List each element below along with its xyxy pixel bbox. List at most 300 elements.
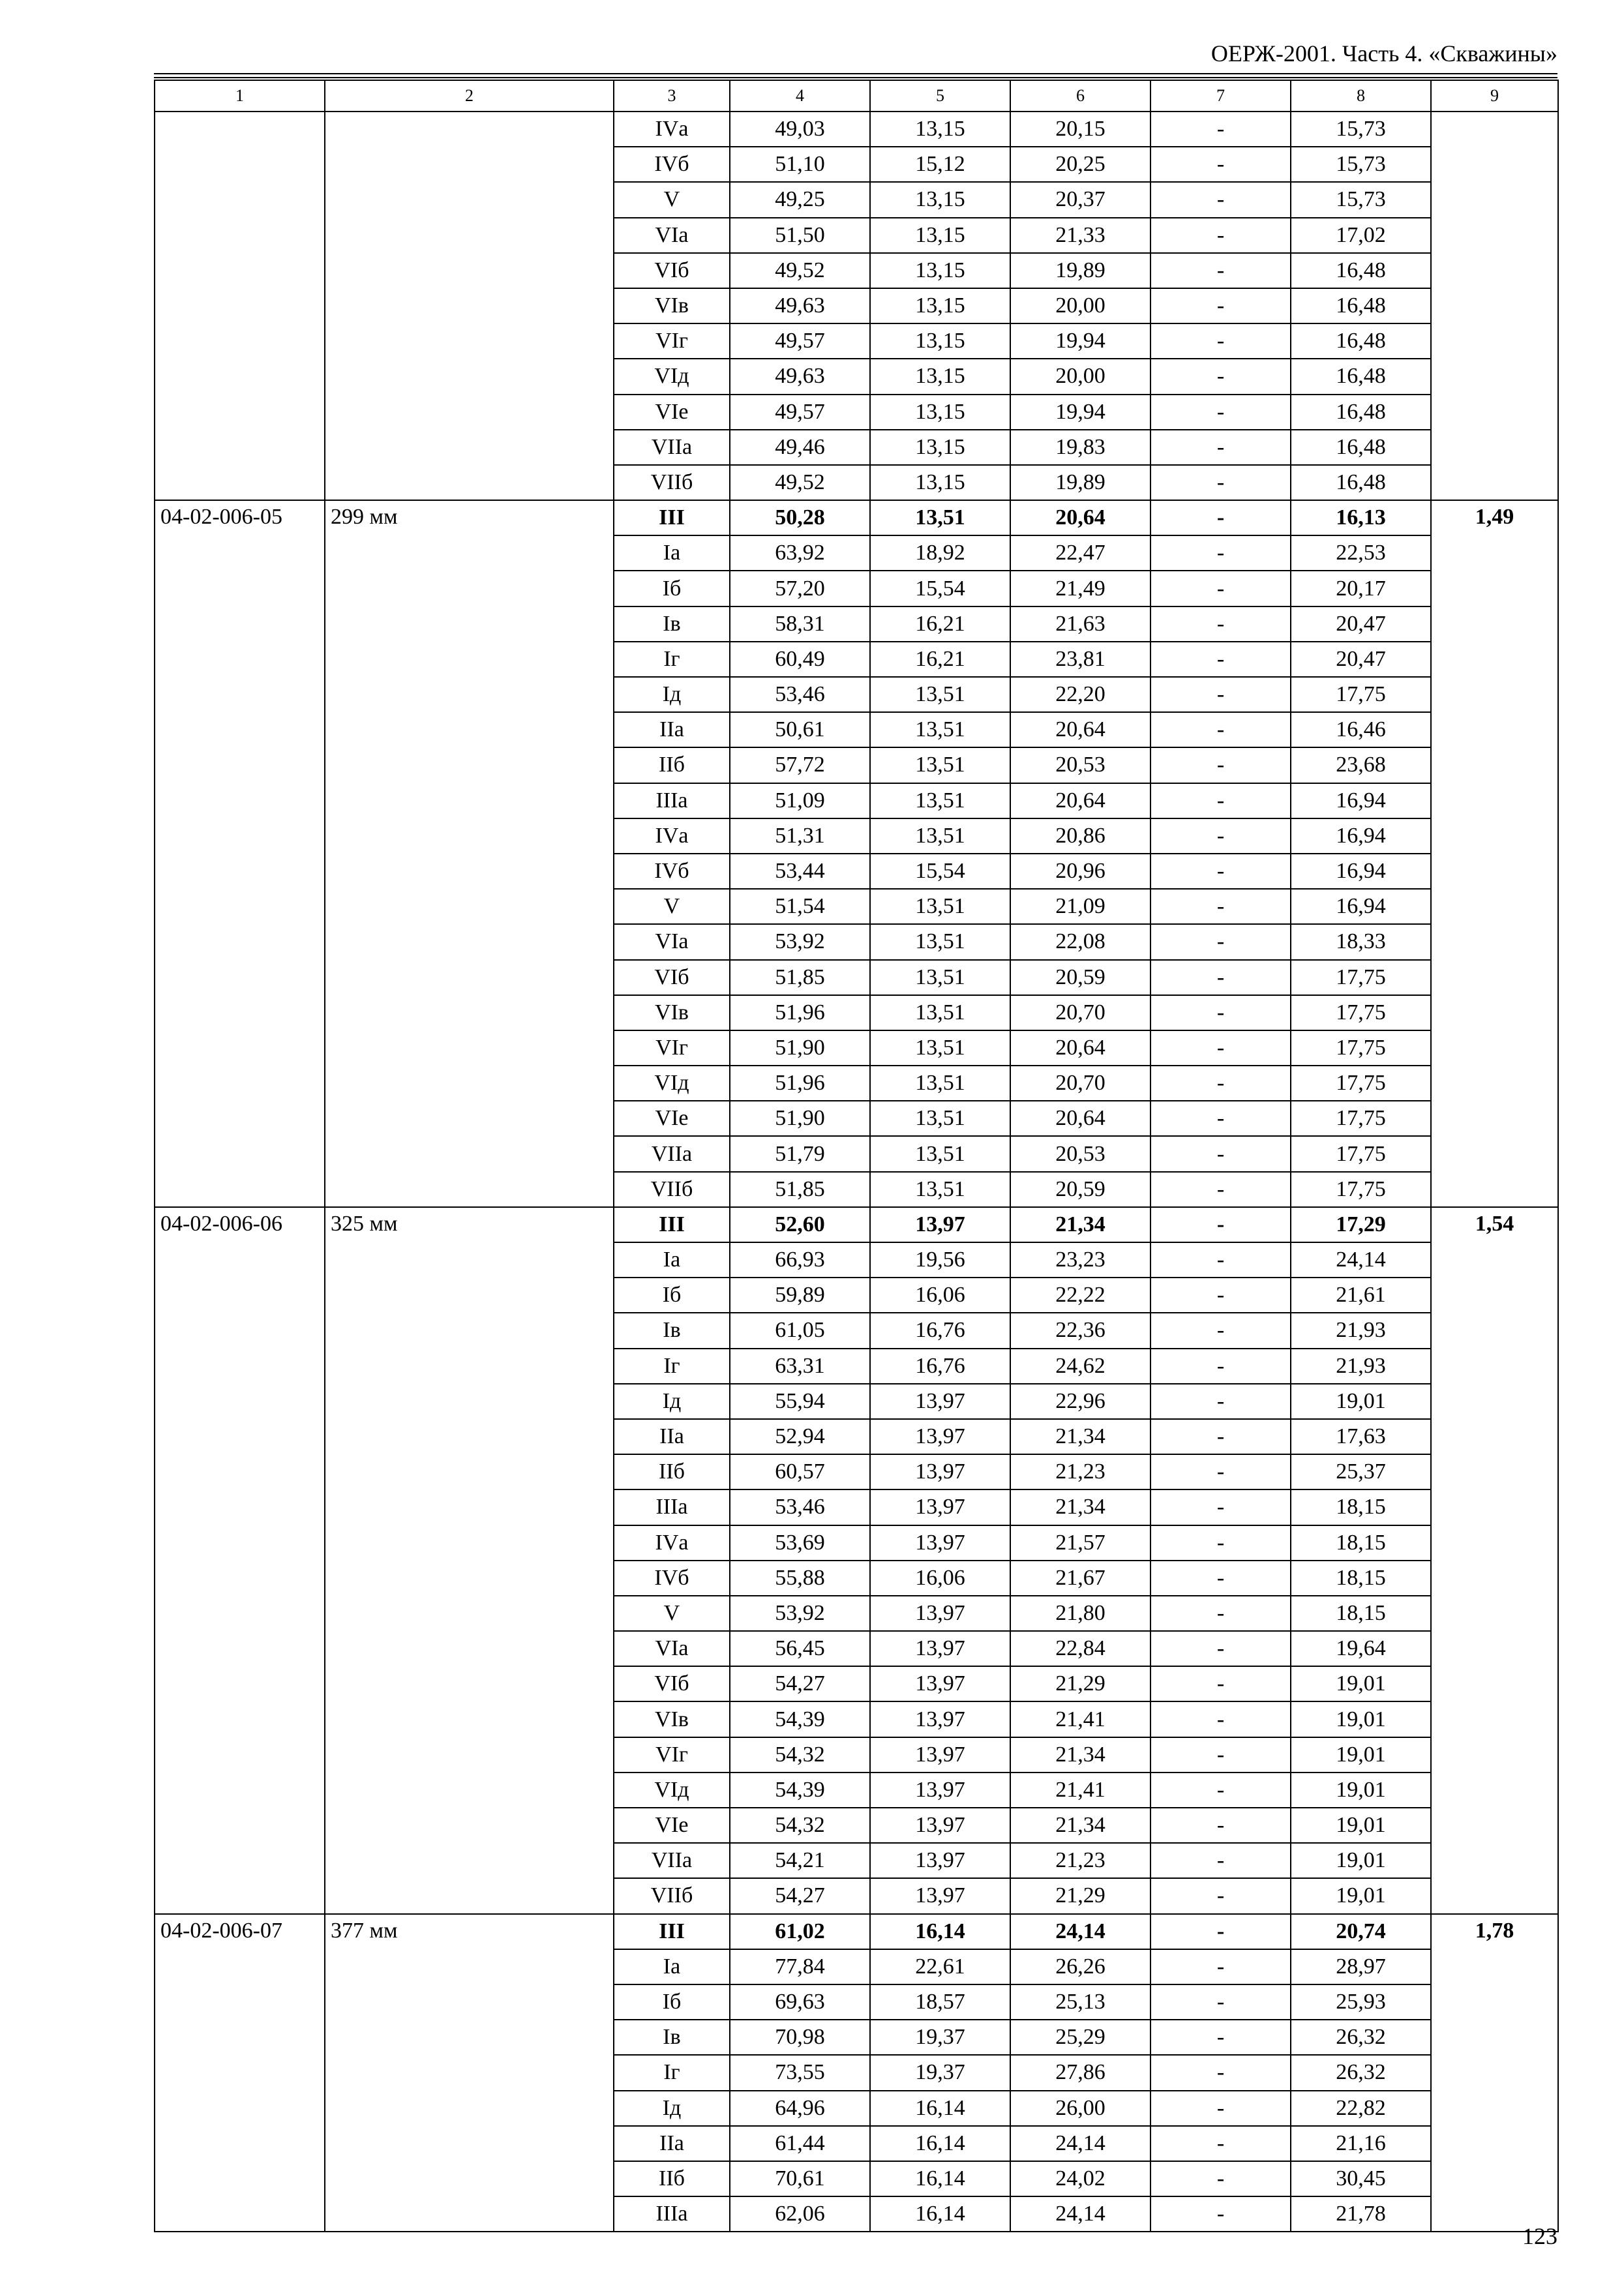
category-cell: Iд xyxy=(614,677,730,712)
column-header: 3 xyxy=(614,80,730,112)
category-cell: IIIа xyxy=(614,783,730,818)
value-cell: 13,97 xyxy=(870,1773,1010,1808)
category-cell: VIIа xyxy=(614,1136,730,1171)
value-cell: 21,61 xyxy=(1291,1278,1431,1313)
value-cell: 24,14 xyxy=(1010,2196,1150,2232)
column-number-row xyxy=(155,80,1558,112)
value-cell: - xyxy=(1150,2161,1291,2196)
value-cell: 19,64 xyxy=(1291,1631,1431,1666)
value-cell: 62,06 xyxy=(730,2196,870,2232)
value-cell: 21,93 xyxy=(1291,1313,1431,1348)
value-cell: 24,62 xyxy=(1010,1349,1150,1384)
category-cell: VIд xyxy=(614,1066,730,1101)
value-cell: 22,84 xyxy=(1010,1631,1150,1666)
column-header: 4 xyxy=(730,80,870,112)
value-cell: 20,15 xyxy=(1010,112,1150,147)
value-cell: 54,27 xyxy=(730,1666,870,1701)
category-cell: IIб xyxy=(614,747,730,783)
header-rule xyxy=(154,77,1557,78)
value-cell: - xyxy=(1150,2020,1291,2055)
value-cell: 16,76 xyxy=(870,1349,1010,1384)
category-cell: III xyxy=(614,1207,730,1242)
value-cell: 20,00 xyxy=(1010,288,1150,323)
value-cell: 13,51 xyxy=(870,712,1010,747)
value-cell: 50,61 xyxy=(730,712,870,747)
value-cell: 13,51 xyxy=(870,500,1010,535)
value-cell: - xyxy=(1150,535,1291,571)
value-cell: 51,50 xyxy=(730,218,870,253)
category-cell: Iв xyxy=(614,606,730,642)
value-cell: 15,12 xyxy=(870,147,1010,182)
value-cell: 77,84 xyxy=(730,1949,870,1984)
value-cell: 51,90 xyxy=(730,1030,870,1066)
value-cell: 20,37 xyxy=(1010,182,1150,217)
value-cell: - xyxy=(1150,1808,1291,1843)
value-cell: 13,51 xyxy=(870,1136,1010,1171)
category-cell: Iд xyxy=(614,1384,730,1419)
value-cell: 16,94 xyxy=(1291,854,1431,889)
value-cell: - xyxy=(1150,1666,1291,1701)
value-cell: 20,53 xyxy=(1010,747,1150,783)
value-cell: 51,96 xyxy=(730,995,870,1030)
category-cell: VIа xyxy=(614,924,730,959)
value-cell: 22,96 xyxy=(1010,1384,1150,1419)
value-cell: 15,73 xyxy=(1291,182,1431,217)
value-cell: 22,08 xyxy=(1010,924,1150,959)
value-cell: - xyxy=(1150,465,1291,500)
value-cell: 19,01 xyxy=(1291,1808,1431,1843)
value-cell: 51,09 xyxy=(730,783,870,818)
category-cell: VIIб xyxy=(614,1172,730,1207)
value-cell: 52,60 xyxy=(730,1207,870,1242)
value-cell: 19,89 xyxy=(1010,253,1150,288)
value-cell: - xyxy=(1150,1596,1291,1631)
value-cell: - xyxy=(1150,2196,1291,2232)
value-cell: 19,01 xyxy=(1291,1773,1431,1808)
value-cell: 19,01 xyxy=(1291,1737,1431,1773)
value-cell: 70,98 xyxy=(730,2020,870,2055)
value-cell: 20,64 xyxy=(1010,1101,1150,1136)
category-cell: VIв xyxy=(614,995,730,1030)
value-cell: 20,25 xyxy=(1010,147,1150,182)
category-cell: VIе xyxy=(614,1101,730,1136)
value-cell: - xyxy=(1150,677,1291,712)
value-cell: 51,90 xyxy=(730,1101,870,1136)
category-cell: Iг xyxy=(614,1349,730,1384)
value-cell: - xyxy=(1150,253,1291,288)
value-cell: 13,51 xyxy=(870,1172,1010,1207)
category-cell: Iа xyxy=(614,1242,730,1278)
value-cell: 20,47 xyxy=(1291,606,1431,642)
value-cell: - xyxy=(1150,395,1291,430)
value-cell: 18,57 xyxy=(870,1984,1010,2020)
value-cell: - xyxy=(1150,571,1291,606)
category-cell: IIб xyxy=(614,2161,730,2196)
value-cell: 13,15 xyxy=(870,323,1010,359)
value-cell: 21,34 xyxy=(1010,1207,1150,1242)
category-cell: VIб xyxy=(614,253,730,288)
value-cell: - xyxy=(1150,818,1291,854)
value-cell: - xyxy=(1150,359,1291,394)
value-cell: 51,31 xyxy=(730,818,870,854)
value-cell: 63,92 xyxy=(730,535,870,571)
category-cell: Iб xyxy=(614,571,730,606)
value-cell: 13,51 xyxy=(870,818,1010,854)
category-cell: VIIб xyxy=(614,1878,730,1913)
value-cell: 52,94 xyxy=(730,1419,870,1454)
category-cell: V xyxy=(614,1596,730,1631)
value-cell: 13,15 xyxy=(870,395,1010,430)
value-cell: 49,63 xyxy=(730,359,870,394)
value-cell: 16,48 xyxy=(1291,323,1431,359)
value-cell: 16,94 xyxy=(1291,889,1431,924)
value-cell: 54,39 xyxy=(730,1773,870,1808)
value-cell: - xyxy=(1150,2055,1291,2090)
value-cell: 55,94 xyxy=(730,1384,870,1419)
value-cell: 21,34 xyxy=(1010,1737,1150,1773)
value-cell: - xyxy=(1150,1773,1291,1808)
value-cell: - xyxy=(1150,1136,1291,1171)
value-cell: 15,54 xyxy=(870,571,1010,606)
value-cell: - xyxy=(1150,1101,1291,1136)
value-cell: 24,14 xyxy=(1010,1914,1150,1949)
value-cell: 49,57 xyxy=(730,395,870,430)
value-cell: 20,96 xyxy=(1010,854,1150,889)
value-cell: 17,75 xyxy=(1291,1101,1431,1136)
value-cell: 15,73 xyxy=(1291,112,1431,147)
value-cell: 23,68 xyxy=(1291,747,1431,783)
value-cell: - xyxy=(1150,1489,1291,1525)
header-rule xyxy=(154,73,1557,74)
value-cell: 56,45 xyxy=(730,1631,870,1666)
value-cell: - xyxy=(1150,995,1291,1030)
value-cell: 49,52 xyxy=(730,253,870,288)
value-cell: 51,85 xyxy=(730,960,870,995)
value-cell: 53,92 xyxy=(730,1596,870,1631)
value-cell: 54,27 xyxy=(730,1878,870,1913)
value-cell: 13,97 xyxy=(870,1878,1010,1913)
value-cell: 61,02 xyxy=(730,1914,870,1949)
value-cell: 21,63 xyxy=(1010,606,1150,642)
value-cell: 17,75 xyxy=(1291,1066,1431,1101)
value-cell: 13,51 xyxy=(870,995,1010,1030)
value-cell: 53,46 xyxy=(730,677,870,712)
value-cell: - xyxy=(1150,1030,1291,1066)
value-cell: 19,89 xyxy=(1010,465,1150,500)
value-cell: 18,92 xyxy=(870,535,1010,571)
value-cell: 25,37 xyxy=(1291,1454,1431,1489)
table-row xyxy=(155,112,1558,147)
value-cell: 50,28 xyxy=(730,500,870,535)
value-cell: 16,48 xyxy=(1291,395,1431,430)
value-cell: - xyxy=(1150,1419,1291,1454)
value-cell: 57,20 xyxy=(730,571,870,606)
value-cell: 16,48 xyxy=(1291,359,1431,394)
value-cell: 57,72 xyxy=(730,747,870,783)
value-cell: 17,75 xyxy=(1291,960,1431,995)
value-cell: 13,15 xyxy=(870,182,1010,217)
value-cell: 19,83 xyxy=(1010,430,1150,465)
value-cell: 22,47 xyxy=(1010,535,1150,571)
value-cell: 13,97 xyxy=(870,1701,1010,1737)
value-cell: - xyxy=(1150,1737,1291,1773)
value-cell: 59,89 xyxy=(730,1278,870,1313)
value-cell: 18,15 xyxy=(1291,1596,1431,1631)
value-cell: 13,97 xyxy=(870,1207,1010,1242)
value-cell: - xyxy=(1150,783,1291,818)
diameter-cell xyxy=(325,112,614,500)
value-cell: 16,46 xyxy=(1291,712,1431,747)
category-cell: VIг xyxy=(614,1030,730,1066)
value-cell: 19,01 xyxy=(1291,1701,1431,1737)
value-cell: - xyxy=(1150,1172,1291,1207)
value-cell: 54,32 xyxy=(730,1737,870,1773)
table-row xyxy=(155,500,1558,535)
value-cell: 21,34 xyxy=(1010,1489,1150,1525)
value-cell: 22,22 xyxy=(1010,1278,1150,1313)
rate-code-cell: 04-02-006-06 xyxy=(155,1207,325,1914)
value-cell: 21,49 xyxy=(1010,571,1150,606)
value-cell: 13,15 xyxy=(870,359,1010,394)
value-cell: 20,64 xyxy=(1010,1030,1150,1066)
value-cell: 25,93 xyxy=(1291,1984,1431,2020)
category-cell: Iг xyxy=(614,642,730,677)
value-cell: - xyxy=(1150,1701,1291,1737)
value-cell: 20,64 xyxy=(1010,712,1150,747)
category-cell: IVа xyxy=(614,112,730,147)
value-cell: - xyxy=(1150,1066,1291,1101)
category-cell: VIб xyxy=(614,1666,730,1701)
value-cell: 16,14 xyxy=(870,2091,1010,2126)
value-cell: 28,97 xyxy=(1291,1949,1431,1984)
value-cell: 21,33 xyxy=(1010,218,1150,253)
value-cell: - xyxy=(1150,606,1291,642)
table-row xyxy=(155,1914,1558,1949)
value-cell: - xyxy=(1150,112,1291,147)
category-cell: Iд xyxy=(614,2091,730,2126)
value-cell: - xyxy=(1150,712,1291,747)
column-header: 5 xyxy=(870,80,1010,112)
value-cell: - xyxy=(1150,500,1291,535)
value-cell: - xyxy=(1150,1207,1291,1242)
value-cell: 25,13 xyxy=(1010,1984,1150,2020)
value-cell: 49,25 xyxy=(730,182,870,217)
value-cell: 13,51 xyxy=(870,677,1010,712)
value-cell: 13,97 xyxy=(870,1384,1010,1419)
value-cell: 16,14 xyxy=(870,1914,1010,1949)
value-cell: 13,97 xyxy=(870,1631,1010,1666)
value-cell: - xyxy=(1150,960,1291,995)
value-cell: 21,23 xyxy=(1010,1454,1150,1489)
value-cell: 21,93 xyxy=(1291,1349,1431,1384)
value-cell: - xyxy=(1150,642,1291,677)
value-cell: 13,51 xyxy=(870,747,1010,783)
column-header: 6 xyxy=(1010,80,1150,112)
value-cell: - xyxy=(1150,1313,1291,1348)
category-cell: Iв xyxy=(614,1313,730,1348)
value-cell: 25,29 xyxy=(1010,2020,1150,2055)
table-body xyxy=(155,112,1558,2232)
value-cell: 19,37 xyxy=(870,2055,1010,2090)
value-cell: 20,86 xyxy=(1010,818,1150,854)
value-cell: 51,96 xyxy=(730,1066,870,1101)
value-cell: 21,16 xyxy=(1291,2126,1431,2161)
value-cell: 61,44 xyxy=(730,2126,870,2161)
value-cell: 22,61 xyxy=(870,1949,1010,1984)
column-header: 7 xyxy=(1150,80,1291,112)
category-cell: III xyxy=(614,500,730,535)
category-cell: VIе xyxy=(614,1808,730,1843)
value-cell: 18,15 xyxy=(1291,1489,1431,1525)
value-cell: 13,97 xyxy=(870,1666,1010,1701)
category-cell: Iб xyxy=(614,1278,730,1313)
value-cell: 20,47 xyxy=(1291,642,1431,677)
value-cell: 20,74 xyxy=(1291,1914,1431,1949)
category-cell: VIг xyxy=(614,323,730,359)
value-cell: 21,09 xyxy=(1010,889,1150,924)
value-cell: 15,54 xyxy=(870,854,1010,889)
value-cell: 20,00 xyxy=(1010,359,1150,394)
value-cell: 20,64 xyxy=(1010,500,1150,535)
value-cell: 49,03 xyxy=(730,112,870,147)
value-cell: 20,70 xyxy=(1010,1066,1150,1101)
value-cell: 22,82 xyxy=(1291,2091,1431,2126)
value-cell: 21,34 xyxy=(1010,1808,1150,1843)
value-cell: 16,76 xyxy=(870,1313,1010,1348)
value-cell: 13,15 xyxy=(870,430,1010,465)
value-cell: 60,57 xyxy=(730,1454,870,1489)
column-9-cell: 1,78 xyxy=(1431,1914,1558,2232)
value-cell: 13,51 xyxy=(870,924,1010,959)
value-cell: 54,21 xyxy=(730,1843,870,1878)
value-cell: 54,32 xyxy=(730,1808,870,1843)
value-cell: 22,53 xyxy=(1291,535,1431,571)
rates-table xyxy=(154,80,1559,2232)
value-cell: 49,46 xyxy=(730,430,870,465)
value-cell: - xyxy=(1150,1631,1291,1666)
value-cell: 26,32 xyxy=(1291,2055,1431,2090)
category-cell: Iв xyxy=(614,2020,730,2055)
value-cell: 21,78 xyxy=(1291,2196,1431,2232)
value-cell: 55,88 xyxy=(730,1561,870,1596)
value-cell: 13,51 xyxy=(870,1101,1010,1136)
value-cell: 23,23 xyxy=(1010,1242,1150,1278)
category-cell: VIв xyxy=(614,1701,730,1737)
value-cell: 20,53 xyxy=(1010,1136,1150,1171)
value-cell: - xyxy=(1150,182,1291,217)
value-cell: 17,63 xyxy=(1291,1419,1431,1454)
value-cell: - xyxy=(1150,147,1291,182)
value-cell: 53,92 xyxy=(730,924,870,959)
value-cell: 13,97 xyxy=(870,1843,1010,1878)
value-cell: 21,57 xyxy=(1010,1525,1150,1561)
value-cell: 73,55 xyxy=(730,2055,870,2090)
value-cell: 16,06 xyxy=(870,1561,1010,1596)
column-header: 8 xyxy=(1291,80,1431,112)
value-cell: 16,06 xyxy=(870,1278,1010,1313)
column-header: 2 xyxy=(325,80,614,112)
value-cell: - xyxy=(1150,1561,1291,1596)
value-cell: - xyxy=(1150,1878,1291,1913)
value-cell: 19,01 xyxy=(1291,1666,1431,1701)
category-cell: IIIа xyxy=(614,1489,730,1525)
value-cell: 13,15 xyxy=(870,112,1010,147)
category-cell: Iа xyxy=(614,535,730,571)
value-cell: - xyxy=(1150,1384,1291,1419)
value-cell: 22,20 xyxy=(1010,677,1150,712)
value-cell: 19,94 xyxy=(1010,323,1150,359)
rate-code-cell: 04-02-006-07 xyxy=(155,1914,325,2232)
value-cell: 20,64 xyxy=(1010,783,1150,818)
value-cell: 13,15 xyxy=(870,253,1010,288)
value-cell: 17,02 xyxy=(1291,218,1431,253)
value-cell: 15,73 xyxy=(1291,147,1431,182)
category-cell: IVб xyxy=(614,147,730,182)
value-cell: 13,97 xyxy=(870,1419,1010,1454)
value-cell: 26,32 xyxy=(1291,2020,1431,2055)
value-cell: 53,69 xyxy=(730,1525,870,1561)
value-cell: 18,33 xyxy=(1291,924,1431,959)
value-cell: 64,96 xyxy=(730,2091,870,2126)
value-cell: 16,14 xyxy=(870,2196,1010,2232)
category-cell: VIIа xyxy=(614,1843,730,1878)
value-cell: 51,10 xyxy=(730,147,870,182)
value-cell: - xyxy=(1150,747,1291,783)
value-cell: - xyxy=(1150,1525,1291,1561)
value-cell: 13,97 xyxy=(870,1525,1010,1561)
value-cell: 16,21 xyxy=(870,642,1010,677)
category-cell: Iб xyxy=(614,1984,730,2020)
value-cell: 13,15 xyxy=(870,465,1010,500)
column-9-cell: 1,49 xyxy=(1431,500,1558,1207)
value-cell: - xyxy=(1150,1278,1291,1313)
category-cell: Iа xyxy=(614,1949,730,1984)
value-cell: 16,48 xyxy=(1291,253,1431,288)
value-cell: 54,39 xyxy=(730,1701,870,1737)
value-cell: 23,81 xyxy=(1010,642,1150,677)
value-cell: 16,48 xyxy=(1291,288,1431,323)
value-cell: 13,51 xyxy=(870,783,1010,818)
value-cell: 21,41 xyxy=(1010,1701,1150,1737)
category-cell: IIа xyxy=(614,1419,730,1454)
value-cell: 21,41 xyxy=(1010,1773,1150,1808)
category-cell: VIг xyxy=(614,1737,730,1773)
value-cell: 16,94 xyxy=(1291,818,1431,854)
value-cell: 26,26 xyxy=(1010,1949,1150,1984)
value-cell: - xyxy=(1150,288,1291,323)
value-cell: 24,02 xyxy=(1010,2161,1150,2196)
value-cell: 16,14 xyxy=(870,2126,1010,2161)
value-cell: 19,01 xyxy=(1291,1878,1431,1913)
value-cell: 18,15 xyxy=(1291,1561,1431,1596)
value-cell: 20,17 xyxy=(1291,571,1431,606)
category-cell: IVа xyxy=(614,1525,730,1561)
value-cell: 17,75 xyxy=(1291,1030,1431,1066)
document-title: ОЕРЖ-2001. Часть 4. «Скважины» xyxy=(1210,40,1557,67)
category-cell: V xyxy=(614,182,730,217)
value-cell: 19,37 xyxy=(870,2020,1010,2055)
value-cell: 58,31 xyxy=(730,606,870,642)
value-cell: 61,05 xyxy=(730,1313,870,1348)
value-cell: 16,14 xyxy=(870,2161,1010,2196)
value-cell: 17,75 xyxy=(1291,677,1431,712)
category-cell: III xyxy=(614,1914,730,1949)
value-cell: 13,15 xyxy=(870,288,1010,323)
value-cell: - xyxy=(1150,323,1291,359)
value-cell: 70,61 xyxy=(730,2161,870,2196)
value-cell: 19,56 xyxy=(870,1242,1010,1278)
value-cell: 17,75 xyxy=(1291,995,1431,1030)
